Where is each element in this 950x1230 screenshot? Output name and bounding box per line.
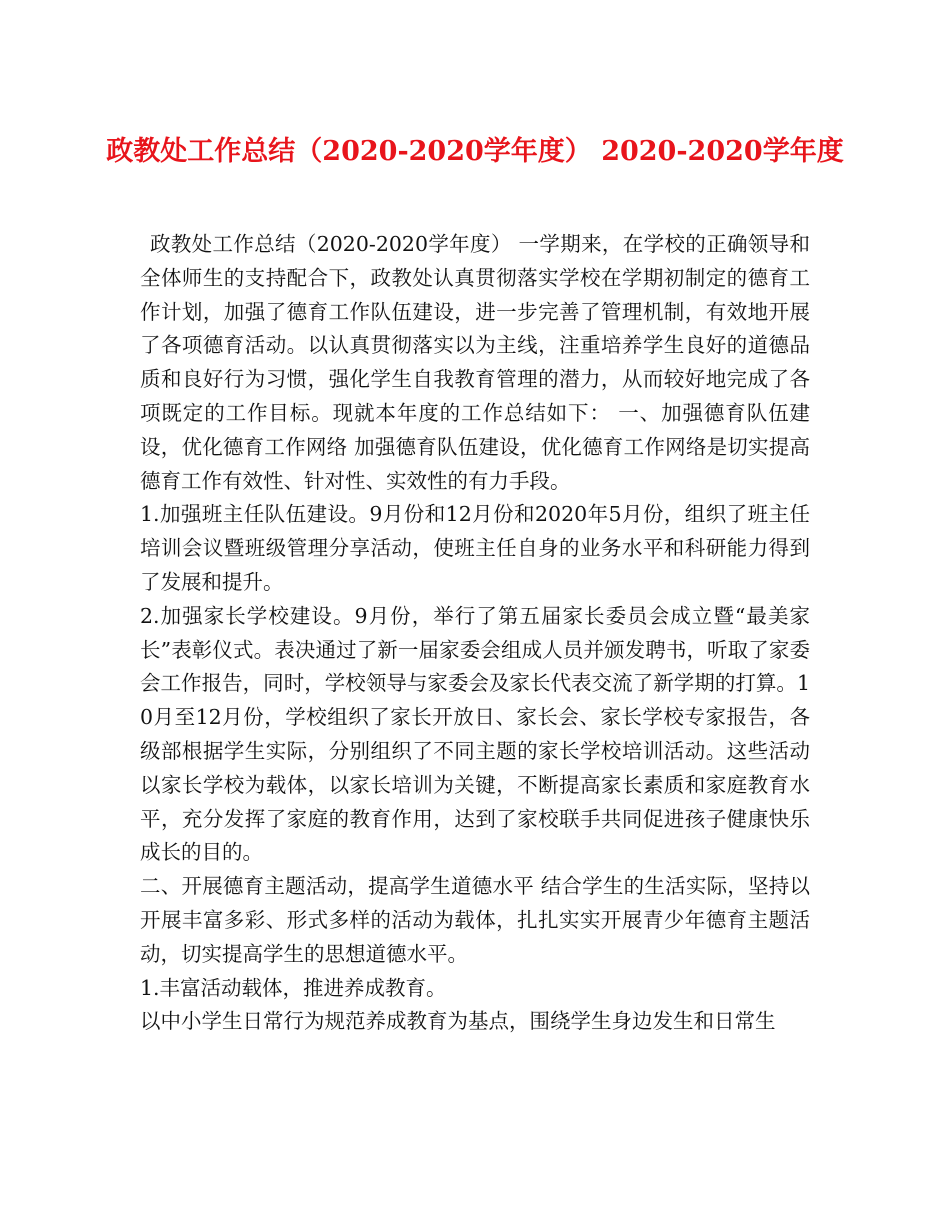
paragraph-continuation: 以中小学生日常行为规范养成教育为基点，围绕学生身边发生和日常生	[140, 1009, 776, 1034]
paragraph-item-2: 2.加强家长学校建设。9月份，举行了第五届家长委员会成立暨“最美家长”表彰仪式。表决通过了新一届家委会组成人员并颁发聘书，听取了家委会工作报告，同时，学校领导与家委会及家长代表交流了新学期的打算。10月至12月份，学校组织了家长开放日、家长会、家长学校专家报告，各级部根据学生实际，分别组织了不同主题的家长学校培训活动。这些活动以家长学校为载体，以家长培训为关键，不断提高家长素质和家庭教育水平，充分发挥了家庭的教育作用，达到了家校联手共同促进孩子健康快乐成长的目的。	[140, 603, 810, 865]
paragraph-section-2: 二、开展德育主题活动，提高学生道德水平 结合学生的生活实际，坚持以开展丰富多彩、形式多样的活动为载体，扎扎实实开展青少年德育主题活动，切实提高学生的思想道德水平。	[140, 874, 810, 966]
document-title: 政教处工作总结（2020-2020学年度） 2020-2020学年度	[106, 136, 844, 167]
document-body	[140, 228, 810, 1039]
paragraph-subitem-1: 1.丰富活动载体，推进养成教育。	[140, 975, 447, 1000]
paragraph-item-1: 1.加强班主任队伍建设。9月份和12月份和2020年5月份，组织了班主任培训会议暨班级管理分享活动，使班主任自身的业务水平和科研能力得到了发展和提升。	[140, 502, 810, 594]
paragraph-intro: 政教处工作总结（2020-2020学年度） 一学期来，在学校的正确领导和全体师生的支持配合下，政教处认真贯彻落实学校在学期初制定的德育工作计划，加强了德育工作队伍建设，进一步完善了管理机制，有效地开展了各项德育活动。以认真贯彻落实以为主线，注重培养学生良好的道德品质和良好行为习惯，强化学生自我教育管理的潜力，从而较好地完成了各项既定的工作目标。现就本年度的工作总结如下： 一、加强德育队伍建设，优化德育工作网络 加强德育队伍建设，优化德育工作网络是切实提高德育工作有效性、针对性、实效性的有力手段。	[140, 232, 810, 493]
